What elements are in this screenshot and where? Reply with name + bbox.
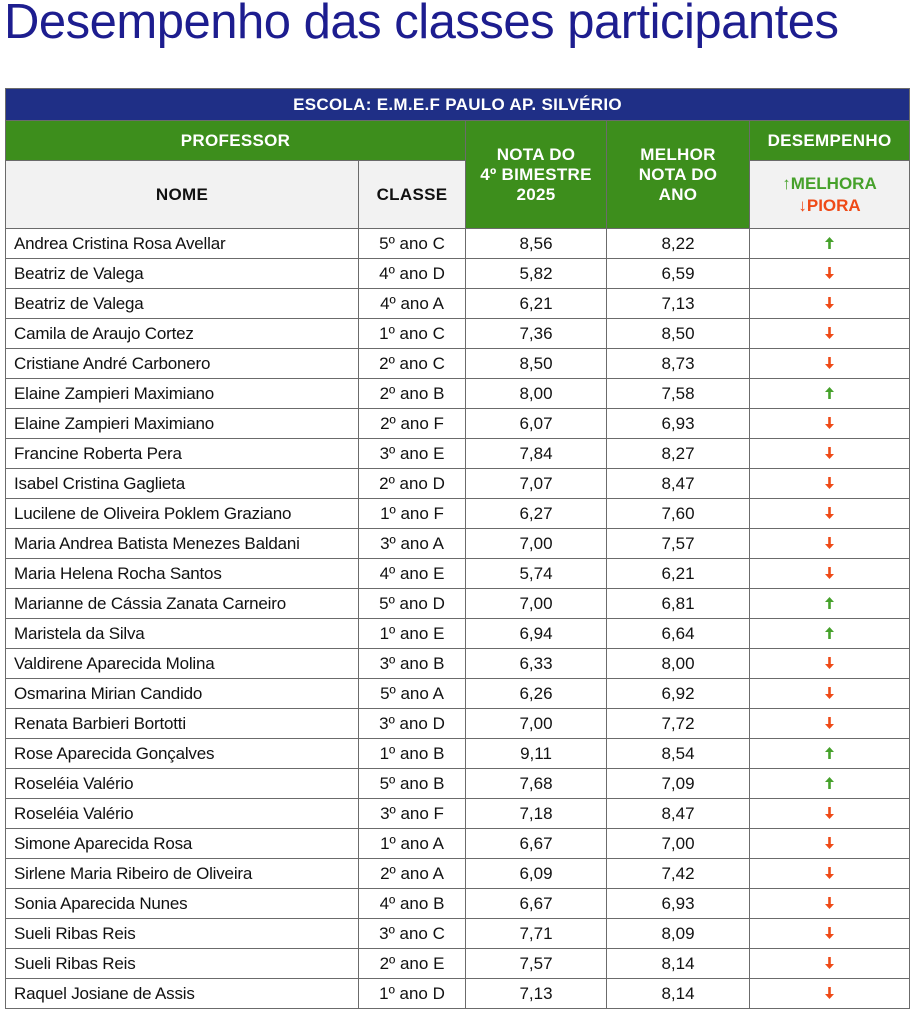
- arrow-down-icon: [825, 297, 834, 309]
- best-grade-of-year: 8,54: [607, 739, 750, 769]
- trend-cell: [750, 919, 910, 949]
- trend-cell: [750, 979, 910, 1009]
- fourth-bimester-grade: 7,84: [466, 439, 607, 469]
- class-name: 3º ano D: [359, 709, 466, 739]
- class-name: 4º ano A: [359, 289, 466, 319]
- fourth-bimester-grade: 5,74: [466, 559, 607, 589]
- teacher-name: Valdirene Aparecida Molina: [6, 649, 359, 679]
- table-row: [6, 229, 910, 259]
- arrow-up-icon: [825, 597, 834, 609]
- fourth-bimester-grade: 7,00: [466, 589, 607, 619]
- arrow-up-icon: [825, 237, 834, 249]
- trend-cell: [750, 799, 910, 829]
- fourth-bimester-grade: 6,67: [466, 889, 607, 919]
- table-row: [6, 439, 910, 469]
- teacher-name: Sueli Ribas Reis: [6, 949, 359, 979]
- trend-cell: [750, 349, 910, 379]
- table-row: [6, 409, 910, 439]
- arrow-down-icon: [825, 957, 834, 969]
- school-header-row: [6, 89, 910, 121]
- trend-cell: [750, 529, 910, 559]
- fourth-bimester-grade: 6,26: [466, 679, 607, 709]
- class-name: 1º ano A: [359, 829, 466, 859]
- table-row: [6, 889, 910, 919]
- best-grade-of-year: 8,00: [607, 649, 750, 679]
- class-name: 3º ano F: [359, 799, 466, 829]
- fourth-bimester-grade: 6,07: [466, 409, 607, 439]
- class-name: 2º ano F: [359, 409, 466, 439]
- fourth-bimester-grade: 5,82: [466, 259, 607, 289]
- teacher-name: Simone Aparecida Rosa: [6, 829, 359, 859]
- class-name: 2º ano E: [359, 949, 466, 979]
- table-row: [6, 859, 910, 889]
- fourth-bimester-grade: 7,07: [466, 469, 607, 499]
- teacher-name: Isabel Cristina Gaglieta: [6, 469, 359, 499]
- teacher-name: Osmarina Mirian Candido: [6, 679, 359, 709]
- teacher-name: Marianne de Cássia Zanata Carneiro: [6, 589, 359, 619]
- melhor-header: MELHOR NOTA DO ANO: [607, 121, 750, 229]
- trend-cell: [750, 379, 910, 409]
- trend-cell: [750, 259, 910, 289]
- fourth-bimester-grade: 6,33: [466, 649, 607, 679]
- best-grade-of-year: 8,27: [607, 439, 750, 469]
- teacher-name: Sonia Aparecida Nunes: [6, 889, 359, 919]
- class-name: 1º ano B: [359, 739, 466, 769]
- arrow-down-icon: [825, 357, 834, 369]
- fourth-bimester-grade: 8,56: [466, 229, 607, 259]
- fourth-bimester-grade: 7,68: [466, 769, 607, 799]
- class-name: 1º ano F: [359, 499, 466, 529]
- arrow-down-icon: [825, 897, 834, 909]
- trend-cell: [750, 709, 910, 739]
- trend-cell: [750, 769, 910, 799]
- page-title: Desempenho das classes participantes: [4, 0, 839, 49]
- trend-cell: [750, 739, 910, 769]
- best-grade-of-year: 7,58: [607, 379, 750, 409]
- arrow-up-icon: [825, 387, 834, 399]
- teacher-name: Maria Andrea Batista Menezes Baldani: [6, 529, 359, 559]
- best-grade-of-year: 6,21: [607, 559, 750, 589]
- arrow-up-icon: [825, 627, 834, 639]
- class-name: 2º ano A: [359, 859, 466, 889]
- arrow-down-icon: [825, 987, 834, 999]
- fourth-bimester-grade: 7,18: [466, 799, 607, 829]
- table-row: [6, 319, 910, 349]
- arrow-down-icon: [825, 477, 834, 489]
- class-name: 1º ano D: [359, 979, 466, 1009]
- trend-cell: [750, 649, 910, 679]
- trend-cell: [750, 949, 910, 979]
- fourth-bimester-grade: 7,00: [466, 529, 607, 559]
- arrow-down-icon: [825, 837, 834, 849]
- teacher-name: Maristela da Silva: [6, 619, 359, 649]
- fourth-bimester-grade: 6,27: [466, 499, 607, 529]
- teacher-name: Roseléia Valério: [6, 799, 359, 829]
- teacher-name: Camila de Araujo Cortez: [6, 319, 359, 349]
- table-row: [6, 979, 910, 1009]
- table-row: [6, 949, 910, 979]
- best-grade-of-year: 7,13: [607, 289, 750, 319]
- class-name: 5º ano A: [359, 679, 466, 709]
- table-row: [6, 919, 910, 949]
- arrow-down-icon: [825, 537, 834, 549]
- teacher-name: Renata Barbieri Bortotti: [6, 709, 359, 739]
- best-grade-of-year: 8,47: [607, 469, 750, 499]
- fourth-bimester-grade: 7,57: [466, 949, 607, 979]
- class-name: 2º ano C: [359, 349, 466, 379]
- trend-cell: [750, 679, 910, 709]
- table-row: [6, 619, 910, 649]
- arrow-down-icon: [825, 567, 834, 579]
- fourth-bimester-grade: 6,94: [466, 619, 607, 649]
- arrow-down-icon: [825, 687, 834, 699]
- trend-cell: [750, 859, 910, 889]
- best-grade-of-year: 7,09: [607, 769, 750, 799]
- trend-cell: [750, 499, 910, 529]
- class-name: 2º ano D: [359, 469, 466, 499]
- trend-cell: [750, 229, 910, 259]
- table-row: [6, 589, 910, 619]
- class-name: 4º ano E: [359, 559, 466, 589]
- class-name: 3º ano B: [359, 649, 466, 679]
- arrow-down-icon: [825, 327, 834, 339]
- arrow-down-icon: [825, 267, 834, 279]
- teacher-name: Beatriz de Valega: [6, 289, 359, 319]
- fourth-bimester-grade: 6,21: [466, 289, 607, 319]
- class-name: 3º ano A: [359, 529, 466, 559]
- class-name: 5º ano D: [359, 589, 466, 619]
- teacher-name: Beatriz de Valega: [6, 259, 359, 289]
- table-row: [6, 739, 910, 769]
- legend-piora: ↓PIORA: [798, 195, 861, 215]
- teacher-name: Lucilene de Oliveira Poklem Graziano: [6, 499, 359, 529]
- fourth-bimester-grade: 6,09: [466, 859, 607, 889]
- desempenho-header: DESEMPENHO: [750, 121, 910, 161]
- trend-cell: [750, 439, 910, 469]
- professor-header: PROFESSOR: [6, 121, 466, 161]
- fourth-bimester-grade: 7,13: [466, 979, 607, 1009]
- class-name: 2º ano B: [359, 379, 466, 409]
- arrow-down-icon: [825, 447, 834, 459]
- arrow-down-icon: [825, 507, 834, 519]
- table-row: [6, 349, 910, 379]
- table-body: [6, 229, 910, 1009]
- teacher-name: Elaine Zampieri Maximiano: [6, 409, 359, 439]
- trend-cell: [750, 889, 910, 919]
- trend-legend: [750, 161, 910, 229]
- class-name: 1º ano E: [359, 619, 466, 649]
- arrow-down-icon: [825, 417, 834, 429]
- trend-cell: [750, 829, 910, 859]
- fourth-bimester-grade: 8,00: [466, 379, 607, 409]
- arrow-down-icon: [825, 867, 834, 879]
- teacher-name: Francine Roberta Pera: [6, 439, 359, 469]
- class-name: 3º ano C: [359, 919, 466, 949]
- column-header-row: [6, 161, 910, 229]
- fourth-bimester-grade: 9,11: [466, 739, 607, 769]
- best-grade-of-year: 6,93: [607, 409, 750, 439]
- best-grade-of-year: 8,09: [607, 919, 750, 949]
- trend-cell: [750, 589, 910, 619]
- fourth-bimester-grade: 6,67: [466, 829, 607, 859]
- table-row: [6, 799, 910, 829]
- classe-header: CLASSE: [359, 161, 466, 229]
- legend-melhora: ↑MELHORA: [782, 173, 877, 193]
- arrow-down-icon: [825, 927, 834, 939]
- teacher-name: Sueli Ribas Reis: [6, 919, 359, 949]
- best-grade-of-year: 8,14: [607, 949, 750, 979]
- arrow-down-icon: [825, 807, 834, 819]
- best-grade-of-year: 6,59: [607, 259, 750, 289]
- table-row: [6, 499, 910, 529]
- table-row: [6, 379, 910, 409]
- fourth-bimester-grade: 7,71: [466, 919, 607, 949]
- nota-header: NOTA DO 4º BIMESTRE 2025: [466, 121, 607, 229]
- class-name: 5º ano C: [359, 229, 466, 259]
- table-row: [6, 829, 910, 859]
- arrow-up-icon: [825, 777, 834, 789]
- table-row: [6, 649, 910, 679]
- best-grade-of-year: 8,50: [607, 319, 750, 349]
- class-name: 1º ano C: [359, 319, 466, 349]
- teacher-name: Rose Aparecida Gonçalves: [6, 739, 359, 769]
- teacher-name: Sirlene Maria Ribeiro de Oliveira: [6, 859, 359, 889]
- performance-table: [5, 88, 910, 1009]
- arrow-down-icon: [825, 717, 834, 729]
- fourth-bimester-grade: 8,50: [466, 349, 607, 379]
- best-grade-of-year: 6,64: [607, 619, 750, 649]
- best-grade-of-year: 7,57: [607, 529, 750, 559]
- best-grade-of-year: 6,81: [607, 589, 750, 619]
- best-grade-of-year: 8,73: [607, 349, 750, 379]
- teacher-name: Raquel Josiane de Assis: [6, 979, 359, 1009]
- group-header-row: [6, 121, 910, 161]
- nome-header: NOME: [6, 161, 359, 229]
- best-grade-of-year: 8,14: [607, 979, 750, 1009]
- best-grade-of-year: 8,22: [607, 229, 750, 259]
- table-row: [6, 679, 910, 709]
- table-row: [6, 769, 910, 799]
- class-name: 5º ano B: [359, 769, 466, 799]
- trend-cell: [750, 469, 910, 499]
- teacher-name: Elaine Zampieri Maximiano: [6, 379, 359, 409]
- best-grade-of-year: 7,00: [607, 829, 750, 859]
- fourth-bimester-grade: 7,36: [466, 319, 607, 349]
- trend-cell: [750, 319, 910, 349]
- table-row: [6, 529, 910, 559]
- school-name: ESCOLA: E.M.E.F PAULO AP. SILVÉRIO: [6, 89, 910, 121]
- arrow-down-icon: [825, 657, 834, 669]
- fourth-bimester-grade: 7,00: [466, 709, 607, 739]
- best-grade-of-year: 7,60: [607, 499, 750, 529]
- class-name: 3º ano E: [359, 439, 466, 469]
- best-grade-of-year: 8,47: [607, 799, 750, 829]
- trend-cell: [750, 559, 910, 589]
- trend-cell: [750, 619, 910, 649]
- best-grade-of-year: 7,72: [607, 709, 750, 739]
- table-row: [6, 709, 910, 739]
- teacher-name: Roseléia Valério: [6, 769, 359, 799]
- trend-cell: [750, 409, 910, 439]
- best-grade-of-year: 6,93: [607, 889, 750, 919]
- trend-cell: [750, 289, 910, 319]
- best-grade-of-year: 7,42: [607, 859, 750, 889]
- table-row: [6, 259, 910, 289]
- best-grade-of-year: 6,92: [607, 679, 750, 709]
- teacher-name: Maria Helena Rocha Santos: [6, 559, 359, 589]
- table-row: [6, 559, 910, 589]
- arrow-up-icon: [825, 747, 834, 759]
- class-name: 4º ano B: [359, 889, 466, 919]
- class-name: 4º ano D: [359, 259, 466, 289]
- teacher-name: Cristiane André Carbonero: [6, 349, 359, 379]
- table-row: [6, 469, 910, 499]
- table-row: [6, 289, 910, 319]
- teacher-name: Andrea Cristina Rosa Avellar: [6, 229, 359, 259]
